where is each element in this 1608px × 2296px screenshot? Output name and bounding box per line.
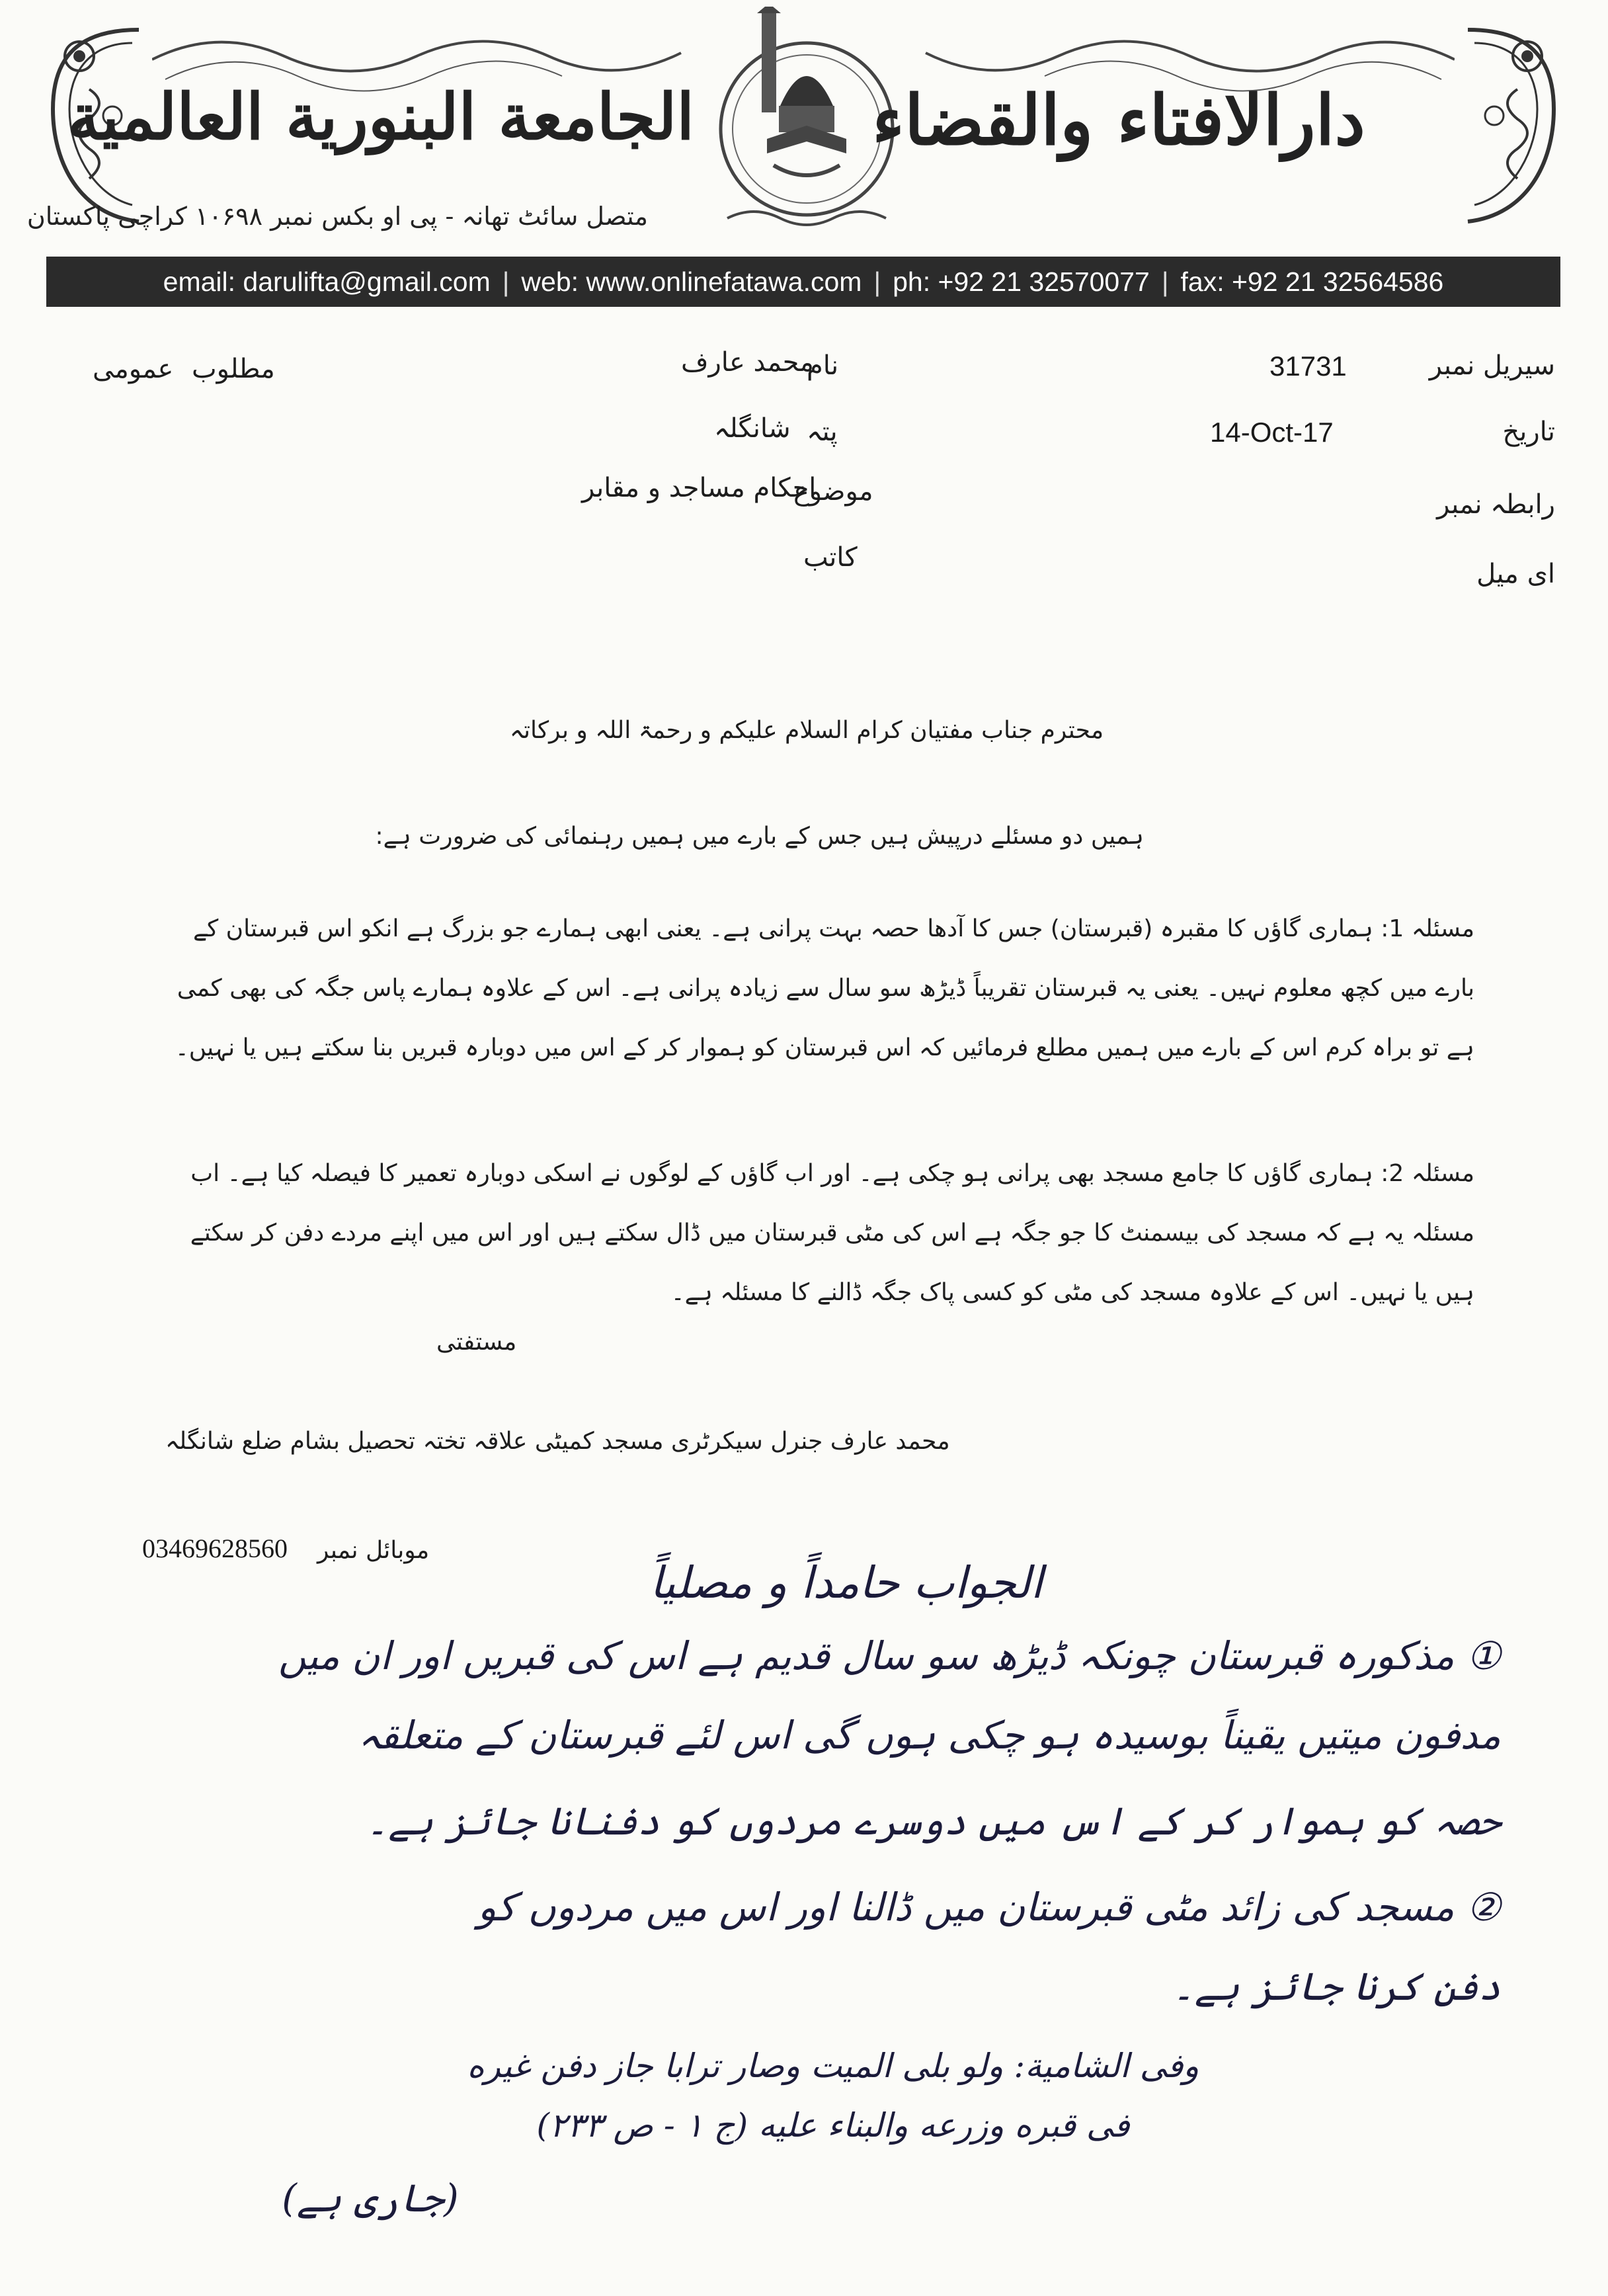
writer-label: کاتب — [803, 542, 858, 573]
answer-line-4: ② مسجد کی زائد مٹی قبرستان میں ڈالنا اور اس میں مردوں کو — [477, 1885, 1501, 1930]
issue-1-paragraph: مسئلہ 1: ہماری گاؤں کا مقبرہ (قبرستان) جس کا آدھا حصہ بہت پرانی ہے۔ یعنی ابھی ہمارے جو بزرگ ہے انکو اس قبرستان کے بارے میں کچھ معلوم نہیں۔ یعنی یہ قبرستان تقریباً ڈیڑھ سو سال سے زیادہ پرانی ہے۔ اس کے علاوہ ہمارے پاس جگہ کی بھی کمی ہے تو براہ کرم اس کے بارے میں ہمیں مطلع فرمائیں کہ اس قبرستان کو ہموار کر کے اس میں دوبارہ قبریں بنا سکتے ہیں یا نہیں۔ — [175, 915, 1474, 1061]
contact-web: web: www.onlinefatawa.com — [521, 266, 862, 297]
serial-label: سیریل نمبر — [1429, 350, 1555, 381]
answer-line-1: ① مذکورہ قبرستان چونکہ ڈیڑھ سو سال قدیم ہے اس کی قبریں اور ان میں — [278, 1633, 1501, 1678]
contact-fax: fax: +92 21 32564586 — [1180, 266, 1444, 297]
address-value: شانگلہ — [714, 413, 791, 444]
email-label: ای میل — [1476, 559, 1555, 589]
contact-separator: | — [873, 266, 881, 297]
reference-line-1: وفی الشامیة: ولو بلی المیت وصار ترابا جاز دفن غیره — [467, 2047, 1199, 2085]
contact-email: email: darulifta@gmail.com — [163, 266, 491, 297]
contact-phone: ph: +92 21 32570077 — [893, 266, 1150, 297]
answer-line-3: حصہ کو ہموار کر کے اس میں دوسرے مردوں کو دفنانا جائز ہے۔ — [366, 1799, 1501, 1844]
intro-line: ہمیں دو مسئلے درپیش ہیں جس کے بارے میں ہمیں رہنمائی کی ضرورت ہے: — [375, 823, 1144, 850]
date-value: 14-Oct-17 — [1210, 417, 1334, 448]
answer-line-5: دفن کرنا جائز ہے۔ — [1172, 1964, 1501, 2009]
reference-line-2: فی قبره وزرعه والبناء علیه (ج ۱ - ص ۲۳۳) — [536, 2106, 1130, 2145]
required-label: مطلوب — [192, 354, 275, 384]
mobile-label: موبائل نمبر — [317, 1537, 430, 1564]
answer-heading: الجواب حامداً و مصلیاً — [649, 1557, 1043, 1608]
contact-bar — [46, 257, 1560, 307]
name-label: نام — [807, 350, 839, 381]
topic-value: احکام مساجد و مقابر — [582, 473, 817, 503]
mobile-value: 03469628560 — [142, 1534, 288, 1563]
date-label: تاریخ — [1502, 417, 1555, 447]
required-value: عمومی — [93, 354, 174, 384]
contact-separator: | — [1161, 266, 1169, 297]
ornament-corner-right — [1455, 17, 1567, 235]
greeting-line: محترم جناب مفتیان کرام السلام علیکم و رحمۃ اللہ و برکاتہ — [509, 717, 1104, 744]
serial-value: 31731 — [1269, 350, 1347, 382]
name-value: محمد عارف — [681, 347, 814, 378]
institute-name-urdu: دارالافتاء والقضاء — [872, 79, 1365, 161]
continued-note: (جاری ہے) — [282, 2176, 459, 2221]
address-label: پتہ — [807, 417, 838, 447]
issue-2-paragraph: مسئلہ 2: ہماری گاؤں کا جامع مسجد بھی پرانی ہو چکی ہے۔ اور اب گاؤں کے لوگوں نے اسکی دوبارہ تعمیر کا فیصلہ کیا ہے۔ اب مسئلہ یہ ہے کہ مسجد کی بیسمنٹ کا جو جگہ ہے اس کی مٹی قبرستان میں ڈال سکتے ہیں اور اس میں اپنے مردے دفن کر سکتے ہیں یا نہیں۔ اس کے علاوہ مسجد کی مٹی کو کسی پاک جگہ ڈالنے کا مسئلہ ہے۔ — [190, 1160, 1474, 1306]
topic-label: موضوع — [793, 476, 873, 507]
contact-separator: | — [502, 266, 510, 297]
contact-number-label: رابطہ نمبر — [1437, 489, 1555, 520]
institute-name-arabic: الجامعة البنورية العالمية — [67, 79, 694, 154]
questioner-label: مستفتی — [436, 1329, 517, 1356]
questioner-signature: محمد عارف جنرل سیکرٹری مسجد کمیٹی علاقہ تختہ تحصیل بشام ضلع شانگلہ — [165, 1428, 950, 1455]
answer-line-2: مدفون میتیں یقیناً بوسیدہ ہو چکی ہوں گی اس لئے قبرستان کے متعلقہ — [358, 1713, 1501, 1758]
institute-address: متصل سائٹ تھانہ - پی او بکس نمبر ۱۰۶۹۸ کراچی پاکستان — [26, 202, 648, 231]
